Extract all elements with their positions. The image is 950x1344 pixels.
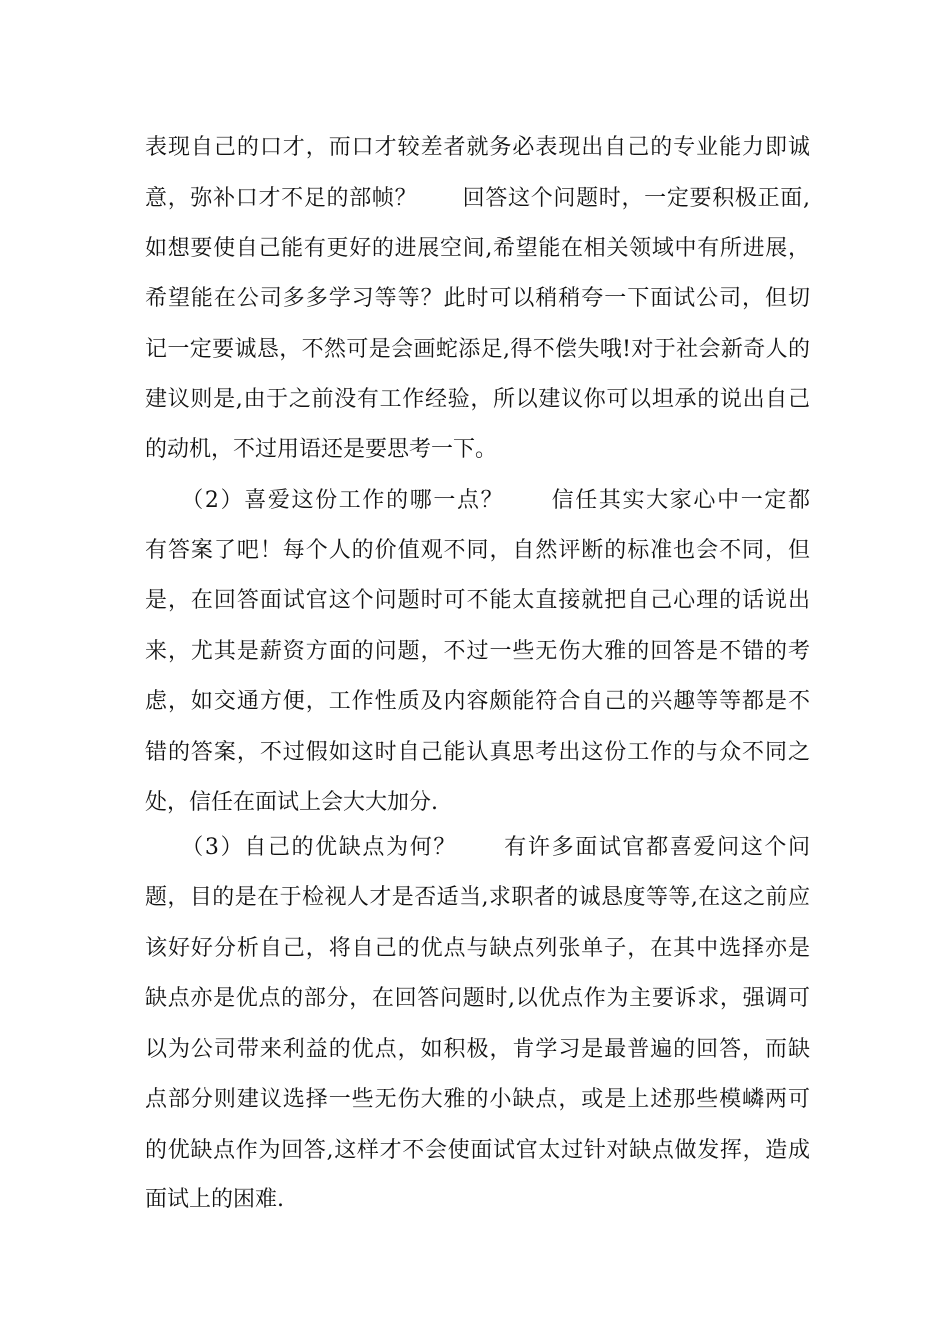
text-line: 错的答案，不过假如这时自己能认真思考出这份工作的与众不同之 <box>145 740 810 765</box>
text-line: 虑，如交通方便，工作性质及内容颇能符合自己的兴趣等等都是不 <box>145 689 810 714</box>
text-line: 如想要使自己能有更好的进展空间,希望能在相关领域中有所进展， <box>145 236 810 261</box>
text-line: 缺点亦是优点的部分，在回答问题时,以优点作为主要诉求，强调可 <box>145 986 810 1011</box>
text-line: 处，信任在面试上会大大加分. <box>145 790 438 815</box>
text-line: 面试上的困难. <box>145 1187 284 1212</box>
text-line: 表现自己的口才，而口才较差者就务必表现出自己的专业能力即诚 <box>145 135 810 160</box>
text-line: 是，在回答面试官这个问题时可不能太直接就把自己心理的话说出 <box>145 588 810 613</box>
text-line: 以为公司带来利益的优点，如积极，肯学习是最普遍的回答，而缺 <box>145 1037 810 1062</box>
text-line: （3）自己的优缺点为何？ 有许多面试官都喜爱问这个问 <box>145 835 810 860</box>
text-line: 题，目的是在于检视人才是否适当,求职者的诚恳度等等,在这之前应 <box>145 885 810 910</box>
text-line: 意，弥补口才不足的部帧？ 回答这个问题时，一定要积极正面, <box>145 186 810 211</box>
text-line: 的优缺点作为回答,这样才不会使面试官太过针对缺点做发挥，造成 <box>145 1138 810 1163</box>
text-line: 建议则是,由于之前没有工作经验，所以建议你可以坦承的说出自己 <box>145 387 810 412</box>
text-line: 有答案了吧！每个人的价值观不同，自然评断的标准也会不同，但 <box>145 538 810 563</box>
text-line: 记一定要诚恳，不然可是会画蛇添足,得不偿失哦!对于社会新奇人的 <box>145 337 810 362</box>
text-line: 来，尤其是薪资方面的问题，不过一些无伤大雅的回答是不错的考 <box>145 639 810 664</box>
text-line: 该好好分析自己，将自己的优点与缺点列张单子，在其中选择亦是 <box>145 936 810 961</box>
text-line: （2）喜爱这份工作的哪一点？ 信任其实大家心中一定都 <box>145 488 810 513</box>
text-line: 的动机，不过用语还是要思考一下。 <box>145 437 498 462</box>
text-line: 希望能在公司多多学习等等？此时可以稍稍夸一下面试公司，但切 <box>145 286 810 311</box>
text-line: 点部分则建议选择一些无伤大雅的小缺点，或是上述那些模嶙两可 <box>145 1087 810 1112</box>
